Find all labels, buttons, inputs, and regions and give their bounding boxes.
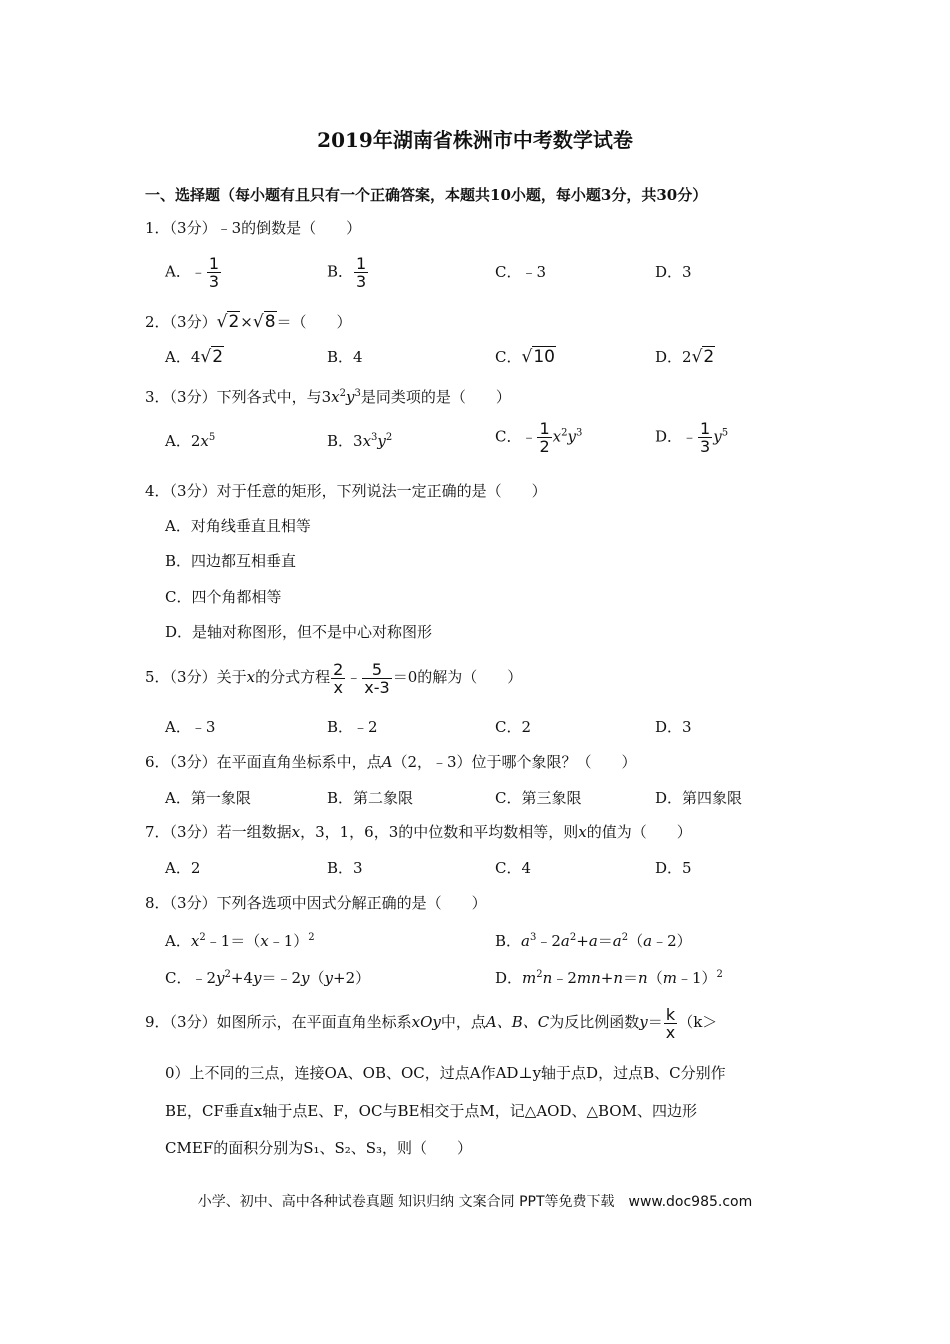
q6-option-c: C．第三象限: [495, 789, 582, 807]
q9-line-4: CMEF的面积分别为S₁、S₂、S₃，则（ ）: [165, 1139, 473, 1157]
q6-option-b: B．第二象限: [327, 789, 414, 807]
q2-option-d: D．2√2: [655, 347, 715, 367]
q3-option-d: D．﹣ $\frac{1}{3}$ $y^5$: [655, 419, 729, 456]
q2-option-b: B．4: [327, 348, 363, 366]
q8-option-d: D．$m^2n﹣2mn+n=n(m﹣1)^2$: [495, 969, 723, 987]
q8-option-b: B．$a^3﹣2a^2+a=a^2(a﹣2)$: [495, 932, 692, 950]
question-4: 4．（3分）对于任意的矩形，下列说法一定正确的是（ ）: [145, 482, 547, 500]
q4-option-d: D．是轴对称图形，但不是中心对称图形: [165, 623, 433, 641]
question-8: 8．（3分）下列各选项中因式分解正确的是（ ）: [145, 894, 487, 912]
q4-option-c: C．四个角都相等: [165, 588, 282, 606]
q5-option-c: C．2: [495, 718, 532, 736]
question-3: 3．（3分）下列各式中，与$3x^2y^3$是同类项的是（ ）: [145, 388, 511, 406]
q3-option-a: A．$2x^5$: [165, 432, 216, 450]
q2-option-c: C．√10: [495, 347, 555, 367]
q7-option-a: A．2: [165, 859, 201, 877]
q1-option-d: D．3: [655, 263, 692, 281]
q2-option-a: A．4√2: [165, 347, 224, 367]
q8-option-a: A．$x^2﹣1=(x﹣1)^2$: [165, 932, 315, 950]
q5-option-d: D．3: [655, 718, 692, 736]
section-heading: 一、选择题（每小题有且只有一个正确答案，本题共10小题，每小题3分，共30分）: [145, 186, 708, 204]
q9-line-2: 0）上不同的三点，连接OA、OB、OC，过点A作AD⊥y轴于点D，过点B、C分别作: [165, 1064, 726, 1082]
q7-option-b: B．3: [327, 859, 363, 877]
q1-option-a: A．﹣ $\frac{1}{3}$: [165, 254, 220, 291]
question-6: 6．（3分）在平面直角坐标系中，点A（2，﹣3）位于哪个象限？（ ）: [145, 753, 637, 771]
q9-line-3: BE，CF垂直x轴于点E、F，OC与BE相交于点M，记△AOD、△BOM、四边形: [165, 1102, 697, 1120]
q6-option-d: D．第四象限: [655, 789, 743, 807]
q4-option-b: B．四边都互相垂直: [165, 552, 297, 570]
question-5: 5．（3分）关于x的分式方程 $\frac{2}{x}$ ﹣ $\frac{5}{x-3}$ ＝0的解为（ ）: [145, 659, 523, 697]
page-title: 2019年湖南省株洲市中考数学试卷: [317, 128, 633, 152]
q1-option-c: C．﹣3: [495, 263, 547, 281]
question-1: 1．（3分）﹣3的倒数是（ ）: [145, 219, 362, 237]
q5-option-a: A．﹣3: [165, 718, 216, 736]
question-7: 7．（3分）若一组数据x，3，1，6，3的中位数和平均数相等，则x的值为（ ）: [145, 823, 692, 841]
q4-option-a: A．对角线垂直且相等: [165, 517, 311, 535]
q1-option-b: B． $\frac{1}{3}$: [327, 254, 367, 291]
q7-option-d: D．5: [655, 859, 692, 877]
page-footer: 小学、初中、高中各种试卷真题 知识归纳 文案合同 PPT等免费下载 www.doc985.com: [197, 1194, 753, 1210]
q6-option-a: A．第一象限: [165, 789, 251, 807]
q3-option-b: B．$3x^3y^2$: [327, 432, 393, 450]
q7-option-c: C．4: [495, 859, 532, 877]
q8-option-c: C．$﹣2y^2+4y=﹣2y(y+2)$: [165, 969, 371, 987]
q5-option-b: B．﹣2: [327, 718, 378, 736]
question-9: 9．（3分）如图所示，在平面直角坐标系xOy中，点A、B、C为反比例函数y＝ $\frac{k}{x}$ （k＞: [145, 1004, 718, 1042]
question-2: 2．（3分）√2×√8＝（ ）: [145, 312, 352, 332]
q3-option-c: C．﹣ $\frac{1}{2}$ $x^2y^3$: [495, 419, 583, 456]
